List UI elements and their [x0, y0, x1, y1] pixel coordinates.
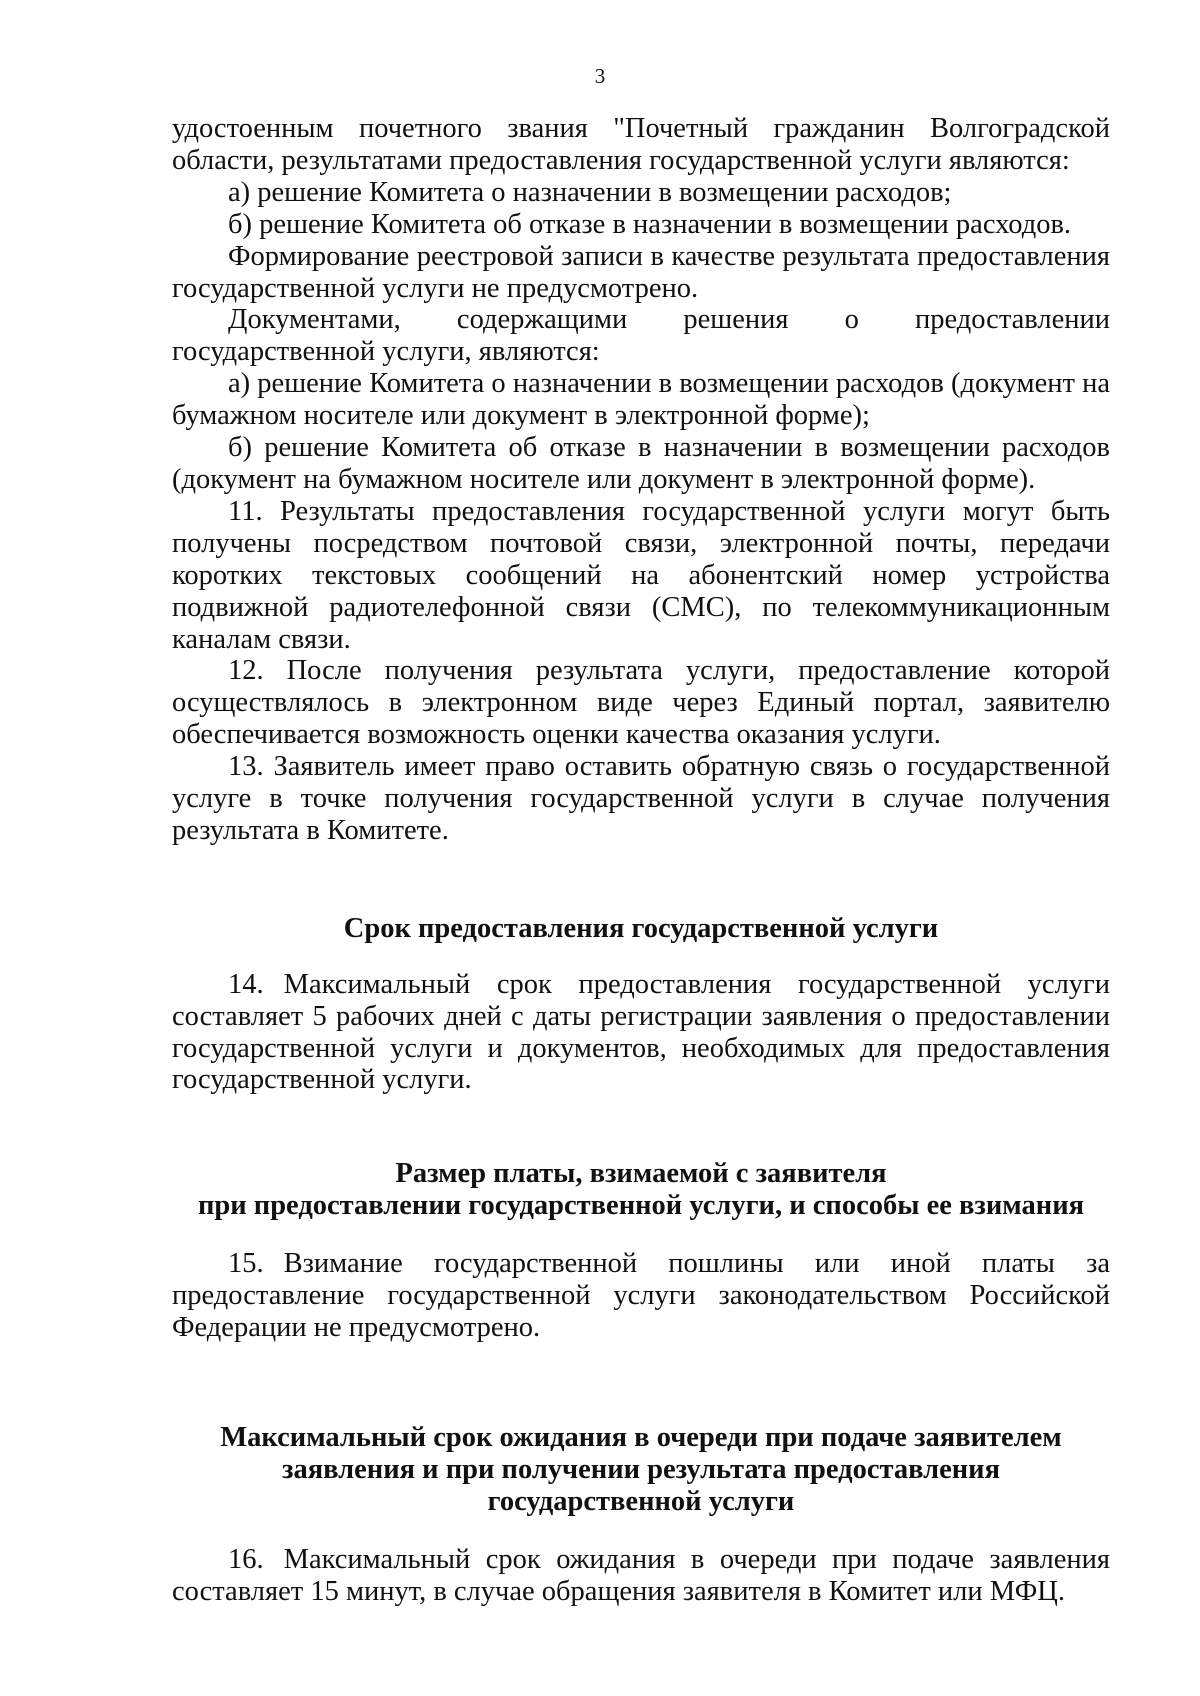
paragraph-number: 16.	[228, 1543, 264, 1575]
section-heading-fee-line1: Размер платы, взимаемой с заявителя	[395, 1158, 887, 1190]
spacer	[172, 1096, 1110, 1158]
paragraph-13: 13. Заявитель имеет право оставить обратную связь о государственной услуге в точке получения государственной услуги в случае получения результата в Комитете.	[172, 751, 1110, 846]
section-heading-fee-line2: при предоставлении государственной услуги, и способы ее взимания	[197, 1190, 1085, 1222]
spacer	[172, 847, 1110, 913]
paragraph-decision-assign: а) решение Комитета о назначении в возмещении расходов;	[228, 176, 952, 208]
paragraph-number: 14.	[228, 968, 264, 1000]
paragraph-text: Взимание государственной пошлины или иной платы за предоставление государственной услуги законодательством Российской Федерации не предусмотрено.	[172, 1248, 1110, 1343]
paragraph-document-refuse: б) решение Комитета об отказе в назначении в возмещении расходов (документ на бумажном носителе или документ в электронной форме).	[172, 432, 1110, 495]
paragraph-14	[172, 969, 1110, 1097]
section-heading-queue: Максимальный срок ожидания в очереди при подаче заявителем заявления и при получении результата предоставления государственной услуги	[220, 1421, 1062, 1517]
paragraph-number: 15.	[228, 1248, 264, 1280]
spacer	[172, 1222, 1110, 1248]
paragraph-16	[172, 1544, 1110, 1608]
spacer	[172, 945, 1110, 969]
spacer	[172, 1344, 1110, 1422]
paragraph-15	[172, 1248, 1110, 1344]
paragraph-12: 12. После получения результата услуги, предоставление которой осуществлялось в электронном виде через Единый портал, заявителю обеспечивается возможность оценки качества оказания услуги.	[172, 655, 1110, 751]
spacer	[172, 1518, 1110, 1544]
paragraph-decision-refuse: б) решение Комитета об отказе в назначении в возмещении расходов.	[228, 208, 1072, 240]
page-number: 3	[594, 64, 606, 88]
document-body	[172, 113, 1110, 1607]
paragraph-text: Максимальный срок предоставления государственной услуги составляет 5 рабочих дней с даты регистрации заявления о предоставлении государственной услуги и документов, необходимых для предоставления государственной услуги.	[172, 968, 1110, 1096]
paragraph-text: Максимальный срок ожидания в очереди при подаче заявления составляет 15 минут, в случае обращения заявителя в Комитет или МФЦ.	[172, 1543, 1110, 1607]
paragraph-11: 11. Результаты предоставления государственной услуги могут быть получены посредством почтовой связи, электронной почты, передачи коротких текстовых сообщений на абонентский номер устройства подвижной радиотелефонной связи (СМС), по телекоммуникационным каналам связи.	[172, 495, 1110, 655]
section-heading-term: Срок предоставления государственной услуги	[343, 912, 939, 944]
paragraph-documents: Документами, содержащими решения о предоставлении государственной услуги, являются:	[172, 304, 1110, 368]
paragraph: удостоенным почетного звания "Почетный гражданин Волгоградской области, результатами предоставления государственной услуги являются:	[172, 113, 1110, 176]
paragraph-registry-record: Формирование реестровой записи в качестве результата предоставления государственной услуги не предусмотрено.	[172, 240, 1110, 304]
paragraph-document-assign: а) решение Комитета о назначении в возмещении расходов (документ на бумажном носителе или документ в электронной форме);	[172, 368, 1110, 432]
